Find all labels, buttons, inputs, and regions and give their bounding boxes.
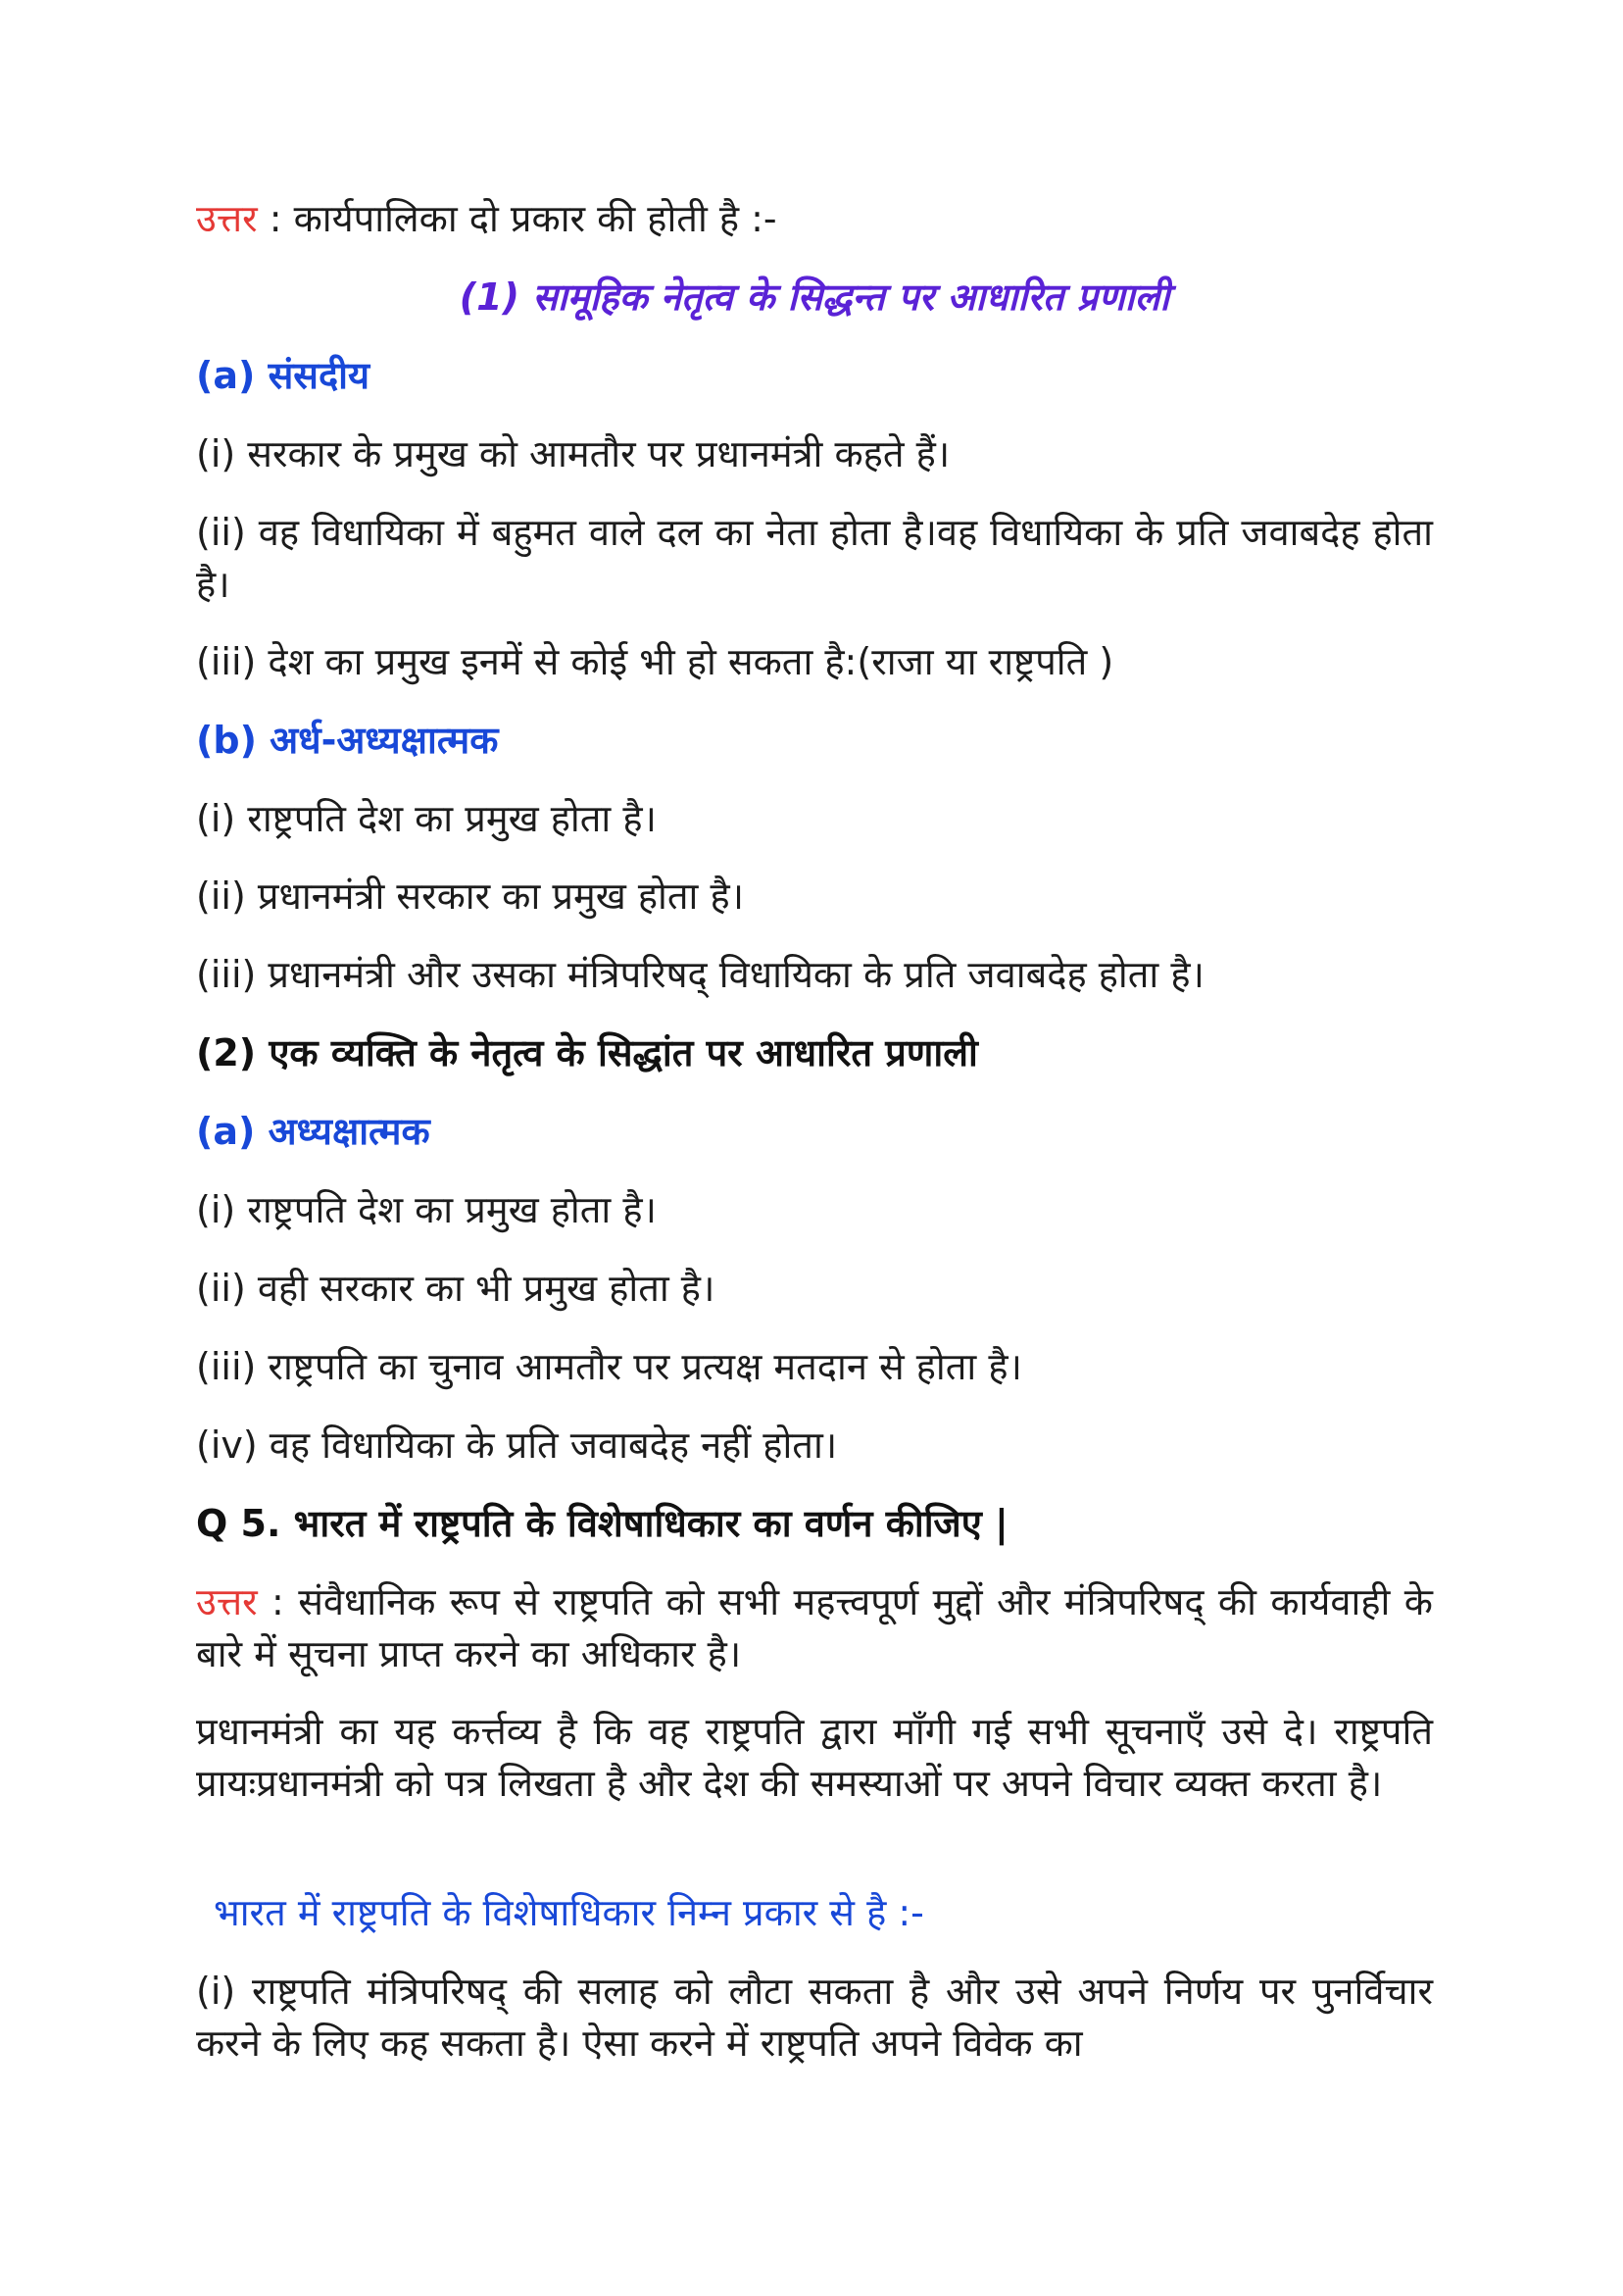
list-item: (iv) वह विधायिका के प्रति जवाबदेह नहीं होता। — [196, 1423, 838, 1467]
section-1-title: (1) सामूहिक नेतृत्व के सिद्धन्त पर आधारित प्रणाली — [459, 275, 1170, 319]
answer-5-paragraph — [196, 1576, 1433, 1680]
list-item: (iii) प्रधानमंत्री और उसका मंत्रिपरिषद् विधायिका के प्रति जवाबदेह होता है। — [196, 953, 1205, 996]
list-item: (i) राष्ट्रपति देश का प्रमुख होता है। — [196, 1188, 657, 1231]
list-item: (ii) वही सरकार का भी प्रमुख होता है। — [196, 1267, 715, 1310]
list-item: (iii) राष्ट्रपति का चुनाव आमतौर पर प्रत्यक्ष मतदान से होता है। — [196, 1345, 1022, 1388]
answer-intro-text: : कार्यपालिका दो प्रकार की होती है :- — [257, 197, 777, 240]
list-item: (ii) प्रधानमंत्री सरकार का प्रमुख होता है। — [196, 874, 745, 918]
document-page — [196, 0, 1433, 2296]
subheading-presidential: (a) अध्यक्षात्मक — [196, 1110, 430, 1153]
answer-label: उत्तर — [196, 197, 258, 240]
section-2-title: (2) एक व्यक्ति के नेतृत्व के सिद्धांत पर आधारित प्रणाली — [196, 1031, 978, 1074]
answer-5-text: : संवैधानिक रूप से राष्ट्रपति को सभी महत्त्वपूर्ण मुद्दों और मंत्रिपरिषद् की कार्यवाही के बारे में सूचना प्राप्त करने का अधिकार है। — [196, 1580, 1433, 1675]
answer-label: उत्तर — [196, 1580, 258, 1623]
list-item: (i) राष्ट्रपति मंत्रिपरिषद् की सलाह को लौटा सकता है और उसे अपने निर्णय पर पुनर्विचार करने के लिए कह सकता है। ऐसा करने में राष्ट्रपति अपने विवेक का — [196, 1970, 1433, 2065]
list-item: (ii) वह विधायिका में बहुमत वाले दल का नेता होता है।वह विधायिका के प्रति जवाबदेह होता है। — [196, 511, 1433, 606]
list-item: (iii) देश का प्रमुख इनमें से कोई भी हो सकता है:(राजा या राष्ट्रपति ) — [196, 640, 1114, 683]
answer-5-paragraph-2: प्रधानमंत्री का यह कर्त्तव्य है कि वह राष्ट्रपति द्वारा माँगी गई सभी सूचनाएँ उसे दे। राष्ट्रपति प्रायःप्रधानमंत्री को पत्र लिखता है और देश की समस्याओं पर अपने विचार व्यक्त करता है। — [196, 1710, 1433, 1805]
powers-intro: भारत में राष्ट्रपति के विशेषाधिकार निम्न प्रकार से है :- — [214, 1891, 924, 1934]
list-item: (i) सरकार के प्रमुख को आमतौर पर प्रधानमंत्री कहते हैं। — [196, 432, 951, 475]
subheading-semi-presidential: (b) अर्ध-अध्यक्षात्मक — [196, 719, 499, 762]
answer-intro — [196, 193, 1433, 245]
list-item: (i) राष्ट्रपति देश का प्रमुख होता है। — [196, 797, 657, 840]
subheading-parliamentary: (a) संसदीय — [196, 354, 370, 397]
question-5: Q 5. भारत में राष्ट्रपति के विशेषाधिकार का वर्णन कीजिए | — [196, 1502, 1008, 1545]
